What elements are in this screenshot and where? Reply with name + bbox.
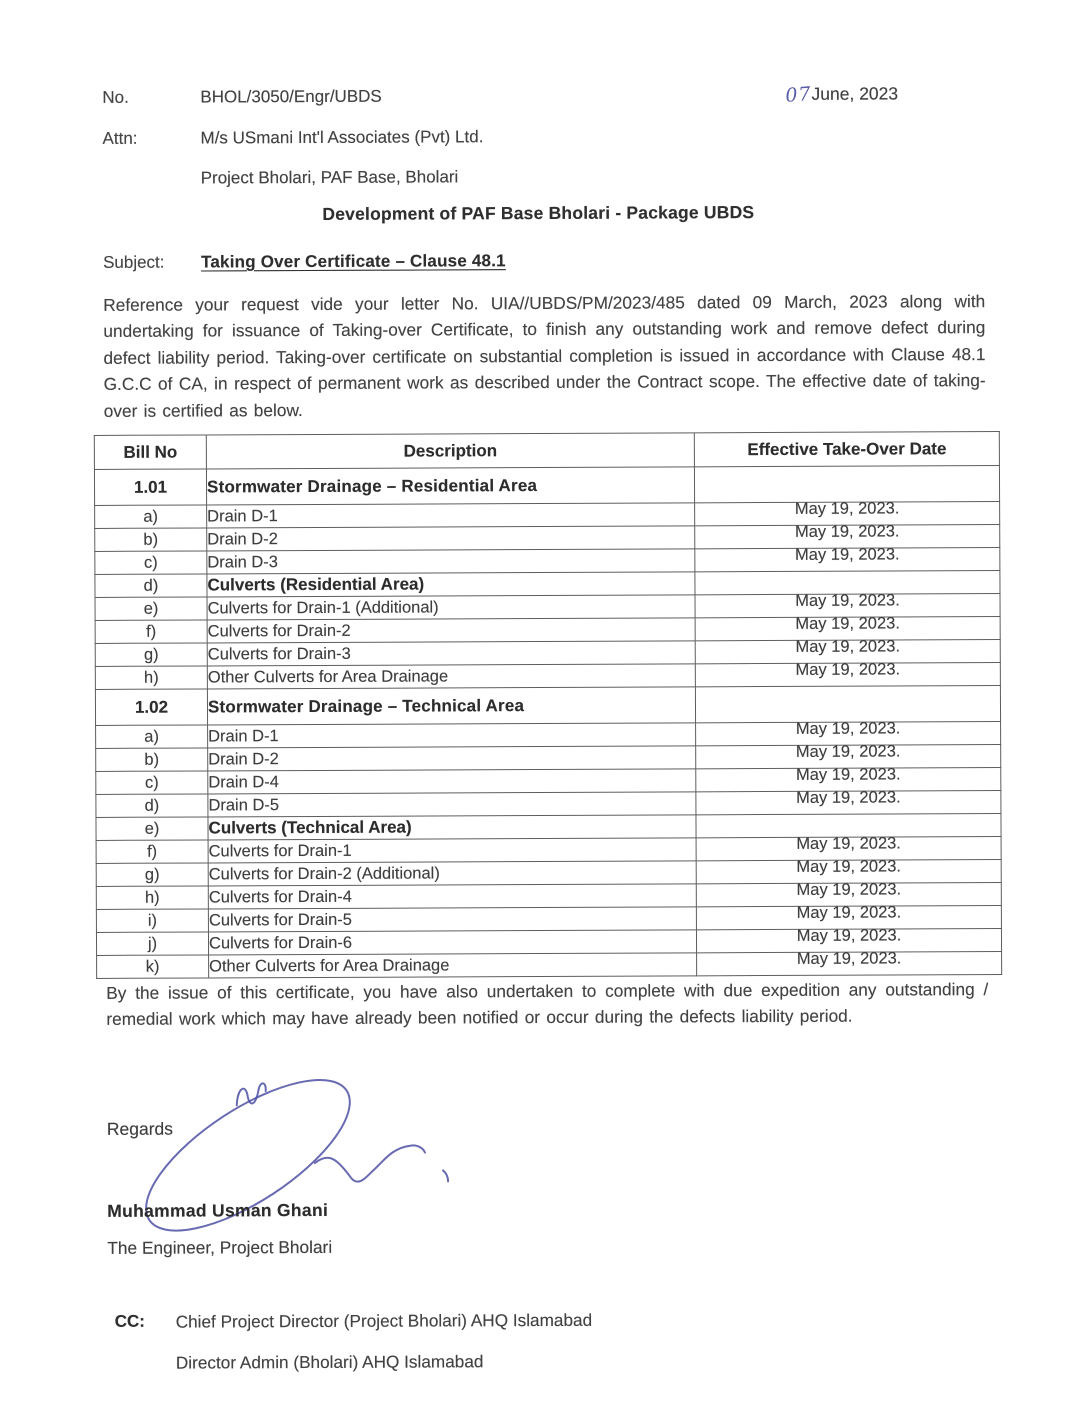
- take-over-date-text: May 19, 2023.: [796, 787, 901, 807]
- cell-bill-no: g): [95, 643, 207, 666]
- letter-date: [784, 82, 899, 107]
- handwritten-day: 07: [784, 82, 813, 107]
- take-over-date-text: May 19, 2023.: [796, 902, 902, 922]
- subject-label: Subject:: [103, 252, 165, 272]
- signatory-name: Muhammad Usman Ghani: [107, 1199, 329, 1221]
- cell-description: Drain D-5: [208, 792, 696, 817]
- cell-description: Drain D-2: [208, 746, 696, 771]
- take-over-date-text: May 19, 2023.: [795, 636, 901, 656]
- cc-item: Director Admin (Bholari) AHQ Islamabad: [175, 1351, 484, 1373]
- col-header-date: Effective Take-Over Date: [694, 431, 999, 466]
- take-over-date-text: May 19, 2023.: [795, 613, 900, 633]
- document-title: Development of PAF Base Bholari - Package UBDS: [322, 202, 755, 224]
- printed-date: June, 2023: [811, 83, 899, 104]
- cell-bill-no: a): [95, 505, 207, 528]
- take-over-date-text: May 19, 2023.: [795, 741, 901, 761]
- cell-description: Drain D-1: [208, 723, 696, 748]
- cell-bill-no: a): [96, 725, 208, 748]
- take-over-date-text: May 19, 2023.: [795, 659, 901, 679]
- cell-description: Culverts for Drain-2: [207, 618, 695, 643]
- cell-description: Drain D-2: [207, 526, 695, 551]
- cell-description: Other Culverts for Area Drainage: [207, 664, 695, 689]
- cell-description: Stormwater Drainage – Residential Area: [206, 467, 694, 505]
- cell-bill-no: h): [95, 666, 207, 689]
- cc-label: CC:: [114, 1311, 145, 1331]
- cell-bill-no: d): [95, 574, 207, 597]
- cell-bill-no: g): [96, 863, 208, 886]
- subject-value: Taking Over Certificate – Clause 48.1: [201, 251, 506, 272]
- cell-bill-no: i): [96, 909, 208, 932]
- take-over-date-text: May 19, 2023.: [796, 948, 902, 968]
- cell-take-over-date: [697, 948, 1002, 975]
- cell-bill-no: 1.01: [94, 469, 206, 505]
- cell-bill-no: f): [95, 620, 207, 643]
- cell-take-over-date: [695, 544, 1000, 571]
- take-over-date-text: May 19, 2023.: [796, 856, 902, 876]
- take-over-table: [94, 431, 1002, 979]
- take-over-date-text: May 19, 2023.: [796, 879, 902, 899]
- take-over-date-text: May 19, 2023.: [795, 590, 900, 610]
- take-over-date-text: May 19, 2023.: [796, 925, 902, 945]
- cc-item: Chief Project Director (Project Bholari) AHQ Islamabad: [175, 1309, 593, 1332]
- cell-take-over-date: [696, 787, 1001, 814]
- handwritten-signature-icon: [140, 1076, 471, 1247]
- cell-bill-no: k): [97, 955, 209, 978]
- cell-bill-no: e): [95, 597, 207, 620]
- cell-take-over-date: [694, 465, 999, 502]
- cell-bill-no: h): [96, 886, 208, 909]
- col-header-description: Description: [206, 433, 694, 469]
- cell-bill-no: 1.02: [95, 689, 207, 725]
- signatory-title: The Engineer, Project Bholari: [107, 1236, 333, 1258]
- take-over-date-text: May 19, 2023.: [794, 521, 900, 541]
- cell-description: Culverts (Residential Area): [207, 572, 695, 597]
- cell-description: Culverts for Drain-2 (Additional): [208, 861, 696, 886]
- cell-description: Culverts for Drain-1 (Additional): [207, 595, 695, 620]
- take-over-date-text: May 19, 2023.: [794, 498, 900, 518]
- cell-description: Stormwater Drainage – Technical Area: [207, 687, 695, 725]
- attn-label: Attn:: [102, 128, 138, 148]
- cell-description: Culverts for Drain-5: [208, 907, 696, 932]
- table-header-row: [94, 431, 999, 469]
- cell-bill-no: b): [96, 748, 208, 771]
- closing-paragraph: By the issue of this certificate, you have also undertaken to complete with due expedition any outstanding / remedial work which may have already been notified or occur during the defects liability period.: [106, 979, 989, 1030]
- cell-bill-no: e): [96, 817, 208, 840]
- take-over-date-text: May 19, 2023.: [796, 833, 901, 853]
- cell-description: Culverts for Drain-6: [208, 930, 696, 955]
- cell-bill-no: j): [96, 932, 208, 955]
- cell-description: Drain D-4: [208, 769, 696, 794]
- cell-description: Culverts for Drain-1: [208, 838, 696, 863]
- cell-bill-no: d): [96, 794, 208, 817]
- ref-no-label: No.: [102, 87, 129, 107]
- body-paragraph: Reference your request vide your letter No. UIA//UBDS/PM/2023/485 dated 09 March, 2023 along with undertaking for issuance of Taking-over Certificate, to finish any outstanding work and remove defect during defect liability period. Taking-over certificate on substantial completion is issued in accordance with Clause 48.1 G.C.C of CA, in respect of permanent work as described under the Contract scope. The effective date of taking-over is certified as below.: [103, 291, 986, 421]
- cell-description: Drain D-3: [207, 549, 695, 574]
- cell-take-over-date: [695, 659, 1000, 686]
- ref-no-value: BHOL/3050/Engr/UBDS: [200, 86, 382, 107]
- cell-description: Culverts for Drain-3: [207, 641, 695, 666]
- cell-description: Other Culverts for Area Drainage: [209, 953, 697, 978]
- col-header-bill-no: Bill No: [94, 435, 206, 469]
- cell-description: Culverts (Technical Area): [208, 815, 696, 840]
- attn-address: Project Bholari, PAF Base, Bholari: [200, 167, 459, 188]
- table-body: [94, 465, 1001, 978]
- cell-description: Culverts for Drain-4: [208, 884, 696, 909]
- table-row: [97, 951, 1002, 978]
- cell-bill-no: c): [95, 551, 207, 574]
- take-over-date-text: May 19, 2023.: [795, 718, 901, 738]
- take-over-date-text: May 19, 2023.: [795, 764, 901, 784]
- take-over-date-text: May 19, 2023.: [794, 544, 900, 564]
- cell-bill-no: c): [96, 771, 208, 794]
- cell-bill-no: f): [96, 840, 208, 863]
- cell-description: Drain D-1: [207, 503, 695, 528]
- cell-take-over-date: [695, 685, 1000, 722]
- attn-company: M/s USmani Int'l Associates (Pvt) Ltd.: [200, 127, 484, 148]
- cell-bill-no: b): [95, 528, 207, 551]
- regards-text: Regards: [106, 1118, 174, 1139]
